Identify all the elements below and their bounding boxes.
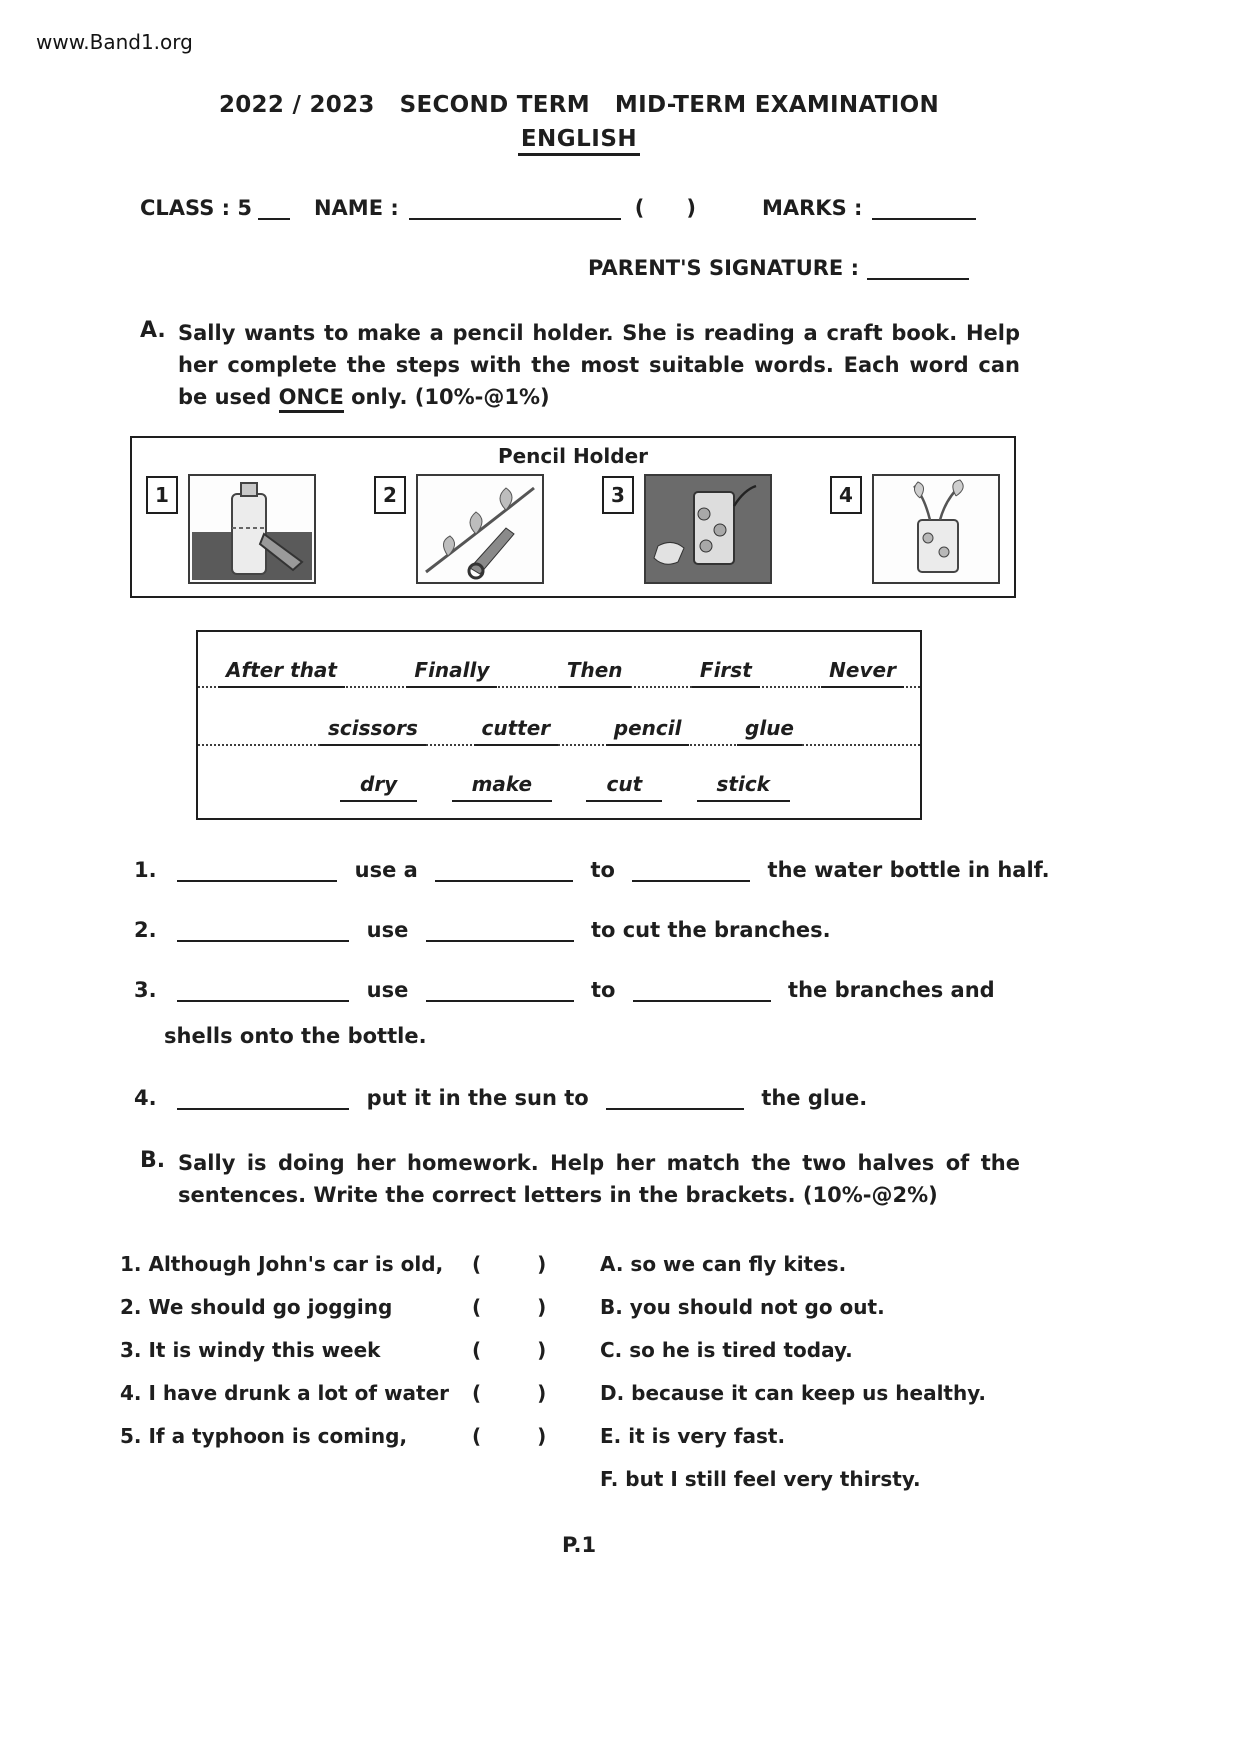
step-4 xyxy=(830,474,1000,584)
match-right-f: F. but I still feel very thirsty. xyxy=(600,1466,921,1491)
answer-brackets xyxy=(472,1252,600,1276)
answer-brackets xyxy=(472,1338,600,1362)
bracket-open: ( xyxy=(472,1294,482,1319)
question-4-number: 4. xyxy=(134,1085,157,1110)
word-scissors: scissors xyxy=(320,716,426,746)
section-b-instructions: Sally is doing her homework. Help her match the two halves of the sentences. Write the correct letters in the brackets. (10%-@2%) xyxy=(178,1150,1020,1207)
name-blank xyxy=(409,196,621,220)
section-b-label: B. xyxy=(140,1147,166,1173)
question-1-text-a: use a xyxy=(354,857,418,882)
question-2 xyxy=(134,918,1074,942)
step-1-number: 1 xyxy=(146,476,178,514)
step-3-image xyxy=(644,474,772,584)
step-3-number: 3 xyxy=(602,476,634,514)
watermark: www.Band1.org xyxy=(36,30,193,54)
match-right-e: E. it is very fast. xyxy=(600,1423,786,1448)
question-3-text-b: to xyxy=(590,977,616,1002)
match-left-1: 1. Although John's car is old, xyxy=(120,1251,444,1276)
word-bank-row-1 xyxy=(198,632,920,688)
match-row-5 xyxy=(120,1424,1074,1448)
bracket-close: ) xyxy=(686,196,696,220)
section-a-head xyxy=(140,318,1074,414)
parent-signature-row xyxy=(588,256,1074,280)
marks-blank xyxy=(872,196,976,220)
bracket-open: ( xyxy=(472,1251,482,1276)
parent-signature-blank xyxy=(867,256,969,280)
word-never: Never xyxy=(821,658,904,688)
step-1 xyxy=(146,474,316,584)
match-left-4: 4. I have drunk a lot of water xyxy=(120,1380,450,1405)
class-blank xyxy=(258,196,290,220)
name-label: NAME : xyxy=(313,196,399,220)
word-finally: Finally xyxy=(406,658,497,688)
section-b-head xyxy=(140,1148,1074,1212)
word-cut: cut xyxy=(586,772,662,802)
section-a-instructions xyxy=(178,318,1020,414)
word-then: Then xyxy=(559,658,631,688)
step-2-image xyxy=(416,474,544,584)
bracket-close: ) xyxy=(537,1423,547,1448)
match-left-5: 5. If a typhoon is coming, xyxy=(120,1423,408,1448)
word-bank xyxy=(196,630,922,820)
section-a-label: A. xyxy=(140,318,166,343)
step-2 xyxy=(374,474,544,584)
word-stick: stick xyxy=(697,772,790,802)
match-right-a: A. so we can fly kites. xyxy=(600,1251,847,1276)
answer-brackets xyxy=(472,1381,600,1405)
match-right-b: B. you should not go out. xyxy=(600,1294,885,1319)
answer-blank xyxy=(426,978,574,1002)
step-4-image xyxy=(872,474,1000,584)
question-4 xyxy=(134,1086,1074,1110)
student-info-row xyxy=(140,196,1074,220)
class-label: CLASS : 5 xyxy=(140,196,252,220)
question-1-number: 1. xyxy=(134,857,157,882)
bracket-close: ) xyxy=(537,1294,547,1319)
question-2-number: 2. xyxy=(134,917,157,942)
parent-signature-label: PARENT'S SIGNATURE : xyxy=(588,256,859,280)
subject-line xyxy=(84,126,1074,152)
question-3-continuation: shells onto the bottle. xyxy=(164,1023,427,1048)
word-bank-row-3 xyxy=(198,746,920,818)
bracket-open: ( xyxy=(634,196,645,220)
step-2-number: 2 xyxy=(374,476,406,514)
answer-blank xyxy=(633,978,771,1002)
bracket-open: ( xyxy=(472,1423,482,1448)
word-dry: dry xyxy=(340,772,417,802)
figure-title: Pencil Holder xyxy=(497,443,649,468)
question-2-text-a: use xyxy=(366,917,409,942)
match-right-c: C. so he is tired today. xyxy=(600,1337,853,1362)
answer-blank xyxy=(177,978,349,1002)
step-1-image xyxy=(188,474,316,584)
page-content xyxy=(84,0,1074,1557)
figure-steps-row xyxy=(132,474,1014,584)
question-4-text-a: put it in the sun to xyxy=(366,1085,589,1110)
answer-blank xyxy=(177,858,337,882)
question-2-text-b: to cut the branches. xyxy=(590,917,831,942)
subject-title: ENGLISH xyxy=(518,126,640,156)
matching-exercise xyxy=(84,1252,1074,1491)
question-3-text-c: the branches and xyxy=(788,977,995,1002)
answer-blank xyxy=(606,1086,744,1110)
match-left-3: 3. It is windy this week xyxy=(120,1337,381,1362)
word-cutter: cutter xyxy=(474,716,559,746)
bracket-close: ) xyxy=(537,1337,547,1362)
match-row-4 xyxy=(120,1381,1074,1405)
answer-blank xyxy=(426,918,574,942)
class-number-brackets xyxy=(635,196,696,220)
match-row-1 xyxy=(120,1252,1074,1276)
section-a-once-word: ONCE xyxy=(279,385,344,413)
question-3 xyxy=(134,978,1074,1002)
bracket-open: ( xyxy=(472,1337,482,1362)
question-1-text-c: the water bottle in half. xyxy=(767,857,1050,882)
section-a-instructions-pre: Sally wants to make a pencil holder. She is reading a craft book. Help her complete the steps with the most suitable words. Each word can be used xyxy=(178,321,1020,409)
step-4-number: 4 xyxy=(830,476,862,514)
answer-blank xyxy=(177,1086,349,1110)
word-after-that: After that xyxy=(218,658,345,688)
match-row-2 xyxy=(120,1295,1074,1319)
answer-brackets xyxy=(472,1295,600,1319)
answer-blank xyxy=(435,858,573,882)
match-row-3 xyxy=(120,1338,1074,1362)
match-left-2: 2. We should go jogging xyxy=(120,1294,393,1319)
page-number: P.1 xyxy=(561,1532,597,1557)
question-1 xyxy=(134,858,1074,882)
step-3 xyxy=(602,474,772,584)
section-a-instructions-post: only. (10%-@1%) xyxy=(343,384,550,409)
answer-blank xyxy=(177,918,349,942)
match-right-d: D. because it can keep us healthy. xyxy=(600,1380,987,1405)
bracket-close: ) xyxy=(537,1251,547,1276)
answer-blank xyxy=(632,858,750,882)
word-bank-row-2 xyxy=(198,688,920,746)
question-4-text-b: the glue. xyxy=(761,1085,868,1110)
match-row-6 xyxy=(120,1467,1074,1491)
word-pencil: pencil xyxy=(606,716,690,746)
question-3-number: 3. xyxy=(134,977,157,1002)
question-3-text-a: use xyxy=(366,977,409,1002)
answer-brackets xyxy=(472,1424,600,1448)
bracket-open: ( xyxy=(472,1380,482,1405)
question-1-text-b: to xyxy=(590,857,615,882)
word-make: make xyxy=(452,772,553,802)
exam-title: 2022 / 2023 SECOND TERM MID-TERM EXAMINATION xyxy=(218,92,940,118)
pencil-holder-figure xyxy=(130,436,1016,598)
word-first: First xyxy=(692,658,760,688)
section-a-questions xyxy=(84,858,1074,1110)
marks-label: MARKS : xyxy=(761,196,863,220)
word-glue: glue xyxy=(737,716,802,746)
bracket-close: ) xyxy=(537,1380,547,1405)
